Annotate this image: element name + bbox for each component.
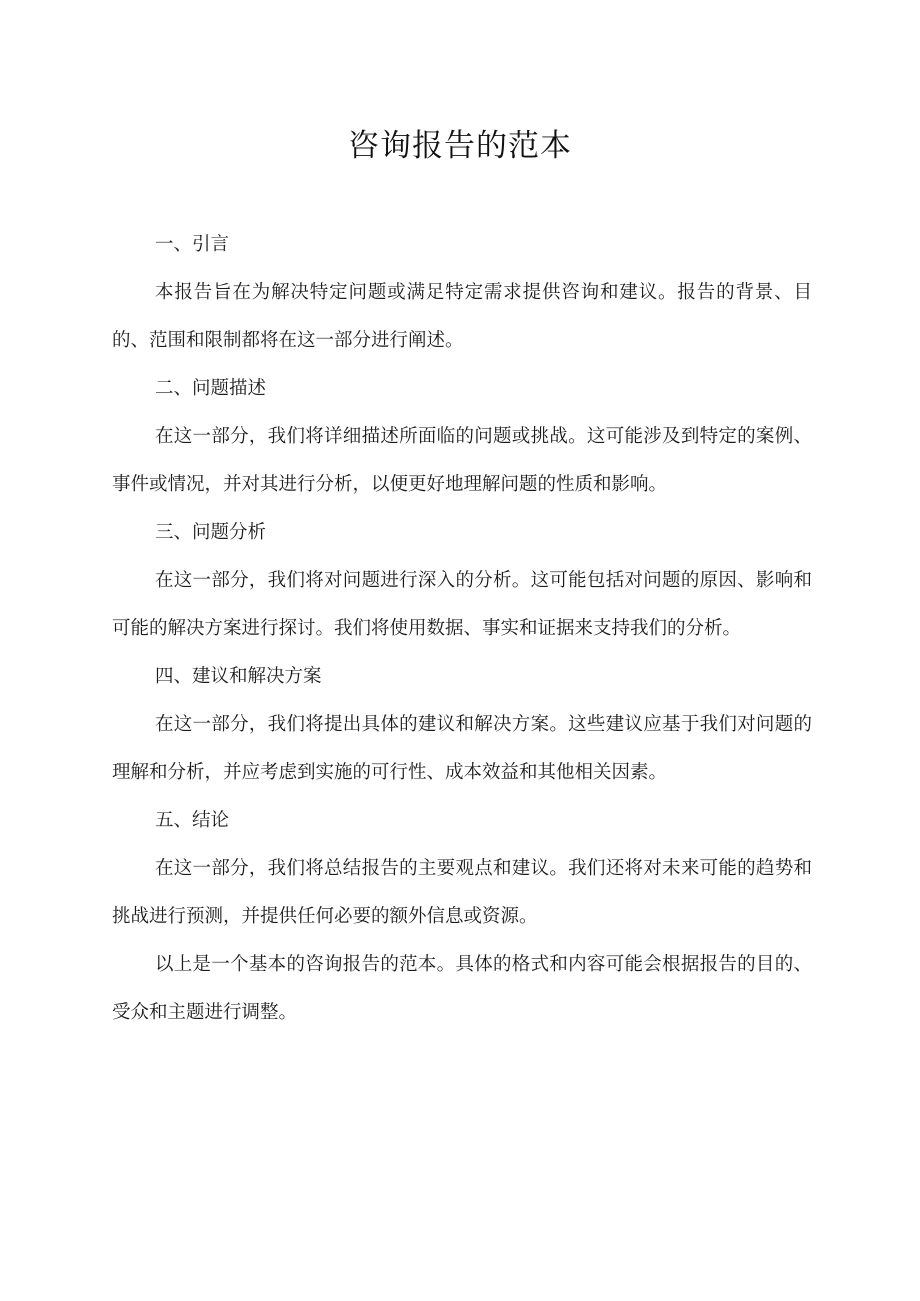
section-heading-problem-analysis: 三、问题分析	[155, 522, 267, 543]
section-heading-recommendations: 四、建议和解决方案	[155, 666, 322, 687]
section-paragraph-problem-description: 在这一部分，我们将详细描述所面临的问题或挑战。这可能涉及到特定的案例、事件或情况，并对其进行分析，以便更好地理解问题的性质和影响。	[112, 426, 812, 495]
document-body	[112, 221, 812, 1037]
section-heading-conclusion: 五、结论	[155, 810, 230, 831]
document-title: 咨询报告的范本	[348, 128, 572, 164]
closing-paragraph: 以上是一个基本的咨询报告的范本。具体的格式和内容可能会根据报告的目的、受众和主题进行调整。	[112, 954, 812, 1023]
section-paragraph-problem-analysis: 在这一部分，我们将对问题进行深入的分析。这可能包括对问题的原因、影响和可能的解决方案进行探讨。我们将使用数据、事实和证据来支持我们的分析。	[112, 570, 812, 639]
section-paragraph-introduction: 本报告旨在为解决特定问题或满足特定需求提供咨询和建议。报告的背景、目的、范围和限制都将在这一部分进行阐述。	[112, 282, 812, 351]
section-paragraph-recommendations: 在这一部分，我们将提出具体的建议和解决方案。这些建议应基于我们对问题的理解和分析，并应考虑到实施的可行性、成本效益和其他相关因素。	[112, 714, 812, 783]
section-paragraph-conclusion: 在这一部分，我们将总结报告的主要观点和建议。我们还将对未来可能的趋势和挑战进行预测，并提供任何必要的额外信息或资源。	[112, 858, 812, 927]
section-heading-introduction: 一、引言	[155, 234, 230, 255]
section-heading-problem-description: 二、问题描述	[155, 378, 267, 399]
